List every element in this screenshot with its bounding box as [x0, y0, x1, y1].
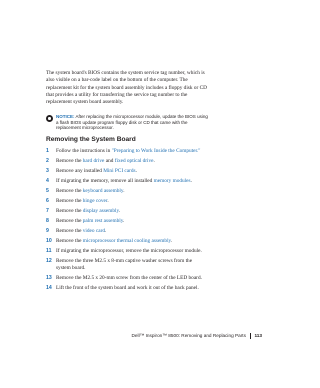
step-text: Remove the [56, 208, 83, 214]
intro-line: also visible on a bar-code label on the bottom of the computer. The [46, 77, 188, 84]
intro-line: replacement system board assembly. [46, 99, 124, 106]
step-link[interactable]: keyboard assembly [82, 188, 124, 194]
footer-divider [250, 333, 251, 339]
step-text: system board. [56, 264, 86, 271]
step-number: 8 [46, 218, 49, 224]
step-text: Remove the [56, 198, 83, 204]
notice-text [56, 114, 256, 131]
step-text: Follow the instructions in [56, 148, 112, 154]
section-heading: Removing the System Board [46, 136, 136, 143]
step-link[interactable]: display assembly [82, 208, 119, 214]
step-text: Remove the three M2.5 x 8-mm captive washer screws from the [56, 258, 193, 264]
step-text: . [123, 218, 125, 224]
step-text: Remove the [56, 238, 83, 244]
step-text: and [104, 158, 115, 164]
step-link[interactable]: fixed optical drive [114, 158, 154, 164]
step-number: 13 [46, 275, 52, 281]
step-text: If migrating the microprocessor, remove the microprocessor module. [56, 248, 202, 254]
step-link[interactable]: Mini PCI cards [103, 168, 136, 174]
notice-line: a flash BIOS update program floppy disk or CD that came with the [56, 119, 188, 125]
notice-label: NOTICE: [56, 114, 75, 119]
notice-line: After replacing the microprocessor module, update the BIOS using [74, 114, 208, 119]
step-text: . [123, 188, 125, 194]
step-text: . [190, 178, 192, 184]
step-link[interactable]: hard drive [82, 158, 105, 164]
step-link[interactable]: memory modules [153, 178, 191, 184]
step-text: Lift the front of the system board and work it out of the back panel. [56, 285, 199, 291]
step-number: 11 [46, 248, 52, 254]
step-text: If migrating the memory, remove all installed [56, 178, 154, 184]
notice-icon [46, 115, 53, 122]
step-text: . [105, 228, 107, 234]
intro-line: The system board's BIOS contains the system service tag number, which is [46, 70, 205, 76]
notice-line: replacement microprocessor. [56, 125, 114, 131]
step-link[interactable]: video card [82, 228, 105, 234]
intro-line: replacement kit for the system board assembly includes a floppy disk or CD [46, 84, 207, 91]
step-text: . [170, 238, 173, 244]
step-text: . [135, 168, 137, 174]
step-number: 6 [46, 198, 49, 204]
page-footer [132, 333, 262, 339]
step-number: 5 [46, 188, 49, 194]
step-link[interactable]: hinge cover [82, 198, 108, 204]
step-number: 14 [46, 285, 52, 291]
step-text: Remove the M2.5 x 20-mm screw from the center of the LED board. [56, 275, 202, 281]
page-number: 113 [254, 333, 262, 339]
step-text: Remove the [56, 218, 83, 224]
step-number: 2 [46, 158, 49, 164]
footer-title: Dell™ Inspiron™ 8500: Removing and Replacing Parts [131, 333, 246, 339]
step-link[interactable]: "Preparing to Work Inside the Computer." [111, 148, 201, 154]
step-number: 1 [46, 148, 49, 154]
step-link[interactable]: microprocessor thermal cooling assembly [82, 238, 171, 244]
step-number: 4 [46, 178, 49, 184]
step-text: Remove the [56, 158, 83, 164]
step-text: . [107, 198, 109, 204]
step-number: 3 [46, 168, 49, 174]
step-number: 9 [46, 228, 49, 234]
step-text: . [153, 158, 155, 164]
step-text: Remove the [56, 228, 83, 234]
step-number: 12 [46, 258, 52, 264]
step-number: 10 [46, 238, 52, 244]
step-text: . [118, 208, 121, 214]
intro-paragraph [46, 70, 256, 107]
step-link[interactable]: palm rest assembly [82, 218, 124, 224]
intro-line: that provides a utility for transferring the service tag number to the [46, 92, 188, 99]
step-number: 7 [46, 208, 49, 214]
step-text: Remove the [56, 188, 83, 194]
step-text: Remove any installed [56, 168, 104, 174]
